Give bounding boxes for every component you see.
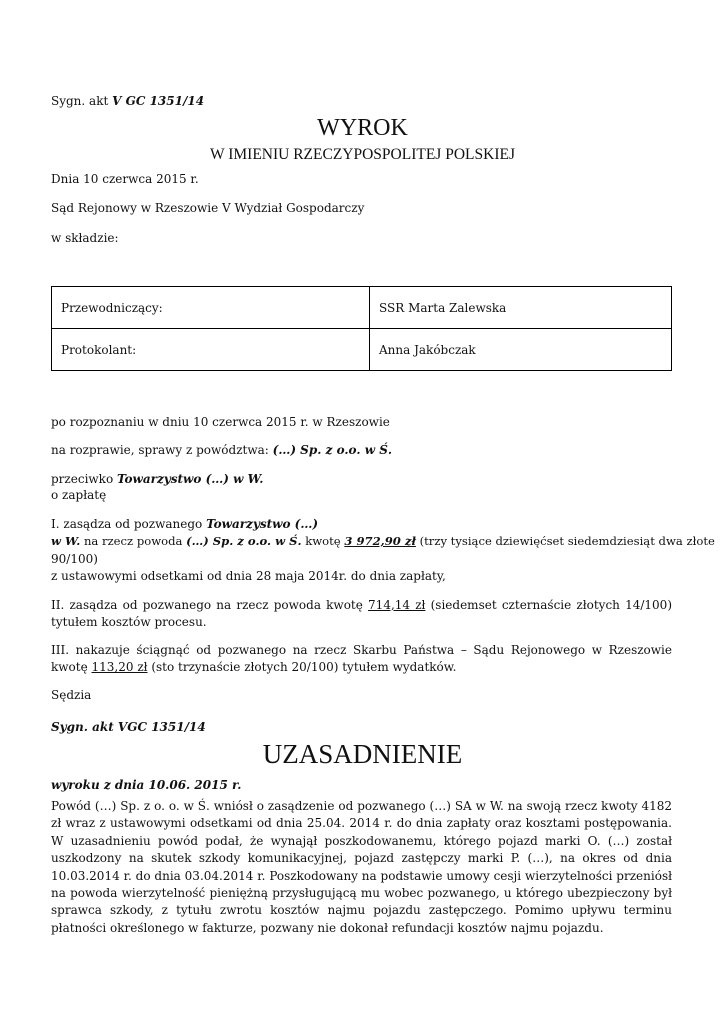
ruling-3 xyxy=(51,642,672,677)
defendant-name: Towarzystwo (…) w W. xyxy=(116,472,264,486)
judgment-date: Dnia 10 czerwca 2015 r. xyxy=(51,172,199,186)
justification-title: UZASADNIENIE xyxy=(262,739,463,769)
defendant-label: przeciwko xyxy=(51,472,117,486)
ruling-2 xyxy=(51,597,672,632)
defendant-name: Towarzystwo (…) xyxy=(206,517,318,531)
table-row xyxy=(52,329,672,371)
ruling-text: kwotę xyxy=(301,534,345,548)
justification-reference: wyroku z dnia 10.06. 2015 r. xyxy=(51,778,242,792)
ruling-text: III. nakazuje ściągnąć od pozwanego na rzecz Skarbu Państwa – Sądu Rejonowego w Rzeszowie kwotę xyxy=(51,643,672,675)
document-title: WYROK xyxy=(317,115,408,141)
document-subtitle: W IMIENIU RZECZYPOSPOLITEJ POLSKIEJ xyxy=(210,146,515,163)
defendant-city: w W. xyxy=(51,534,81,548)
ruling-text: (siedemset czternaście złotych 14/100) tytułem kosztów procesu. xyxy=(51,598,672,630)
court-name: Sąd Rejonowy w Rzeszowie V Wydział Gospodarczy xyxy=(51,201,365,215)
justification-signature: Sygn. akt VGC 1351/14 xyxy=(51,720,206,734)
hearing-info: po rozpoznaniu w dniu 10 czerwca 2015 r. w Rzeszowie xyxy=(51,415,390,429)
panel-person: Anna Jakóbczak xyxy=(370,329,672,371)
composition-label: w składzie: xyxy=(51,231,119,245)
ruling-1-line-1 xyxy=(51,517,318,531)
ruling-text: (trzy tysiące dziewięćset siedemdziesiąt dwa złote xyxy=(415,534,715,548)
panel-role: Protokolant: xyxy=(52,329,370,371)
table-row xyxy=(52,287,672,329)
plaintiff-name: (…) Sp. z o.o. w Ś. xyxy=(272,443,393,457)
ruling-amount: 714,14 zł xyxy=(368,598,426,612)
ruling-1-line-3: 90/100) xyxy=(51,552,98,566)
ruling-1-line-4: z ustawowymi odsetkami od dnia 28 maja 2014r. do dnia zapłaty, xyxy=(51,569,446,583)
panel-table xyxy=(51,286,672,371)
case-signature-value: V GC 1351/14 xyxy=(112,94,205,108)
case-signature-label: Sygn. akt xyxy=(51,94,113,108)
case-signature xyxy=(51,94,204,108)
plaintiff-name: (…) Sp. z o.o. w Ś. xyxy=(186,534,302,548)
panel-person: SSR Marta Zalewska xyxy=(370,287,672,329)
case-subject: o zapłatę xyxy=(51,488,107,502)
plaintiff-label: na rozprawie, sprawy z powództwa: xyxy=(51,443,273,457)
judge-label: Sędzia xyxy=(51,688,92,702)
defendant-line xyxy=(51,472,263,486)
ruling-text: (sto trzynaście złotych 20/100) tytułem wydatków. xyxy=(147,660,457,675)
ruling-text: I. zasądza od pozwanego xyxy=(51,517,207,531)
ruling-1-line-2 xyxy=(51,534,715,548)
justification-body: Powód (…) Sp. z o. o. w Ś. wniósł o zasądzenie od pozwanego (…) SA w W. na swoją rzecz kwoty 4182 zł wraz z ustawowymi odsetkami od dnia 25.04. 2014 r. do dnia zapłaty oraz kosztami postępowania. W uzasadnieniu powód podał, że wynajął poszkodowanemu, którego pojazd marki O. (…) został uszkodzony na skutek szkody komunikacyjnej, pojazd zastępczy marki P. (…), na okres od dnia 10.03.2014 r. do dnia 03.04.2014 r. Poszkodowany na podstawie umowy cesji wierzytelności przeniósł na powoda wierzytelność pieniężną przysługującą mu wobec pozwanego, u którego ubezpieczony był sprawca szkody, z tytułu zwrotu kosztów najmu pojazdu zastępczego. Pomimo upływu terminu płatności określonego w fakturze, pozwany nie dokonał refundacji kosztów najmu pojazdu. xyxy=(51,799,672,935)
ruling-text: II. zasądza od pozwanego na rzecz powoda kwotę xyxy=(51,598,369,612)
ruling-amount: 113,20 zł xyxy=(91,660,148,675)
ruling-amount: 3 972,90 zł xyxy=(344,534,416,548)
ruling-text: na rzecz powoda xyxy=(80,534,187,548)
panel-role: Przewodniczący: xyxy=(52,287,370,329)
plaintiff-line xyxy=(51,443,392,457)
